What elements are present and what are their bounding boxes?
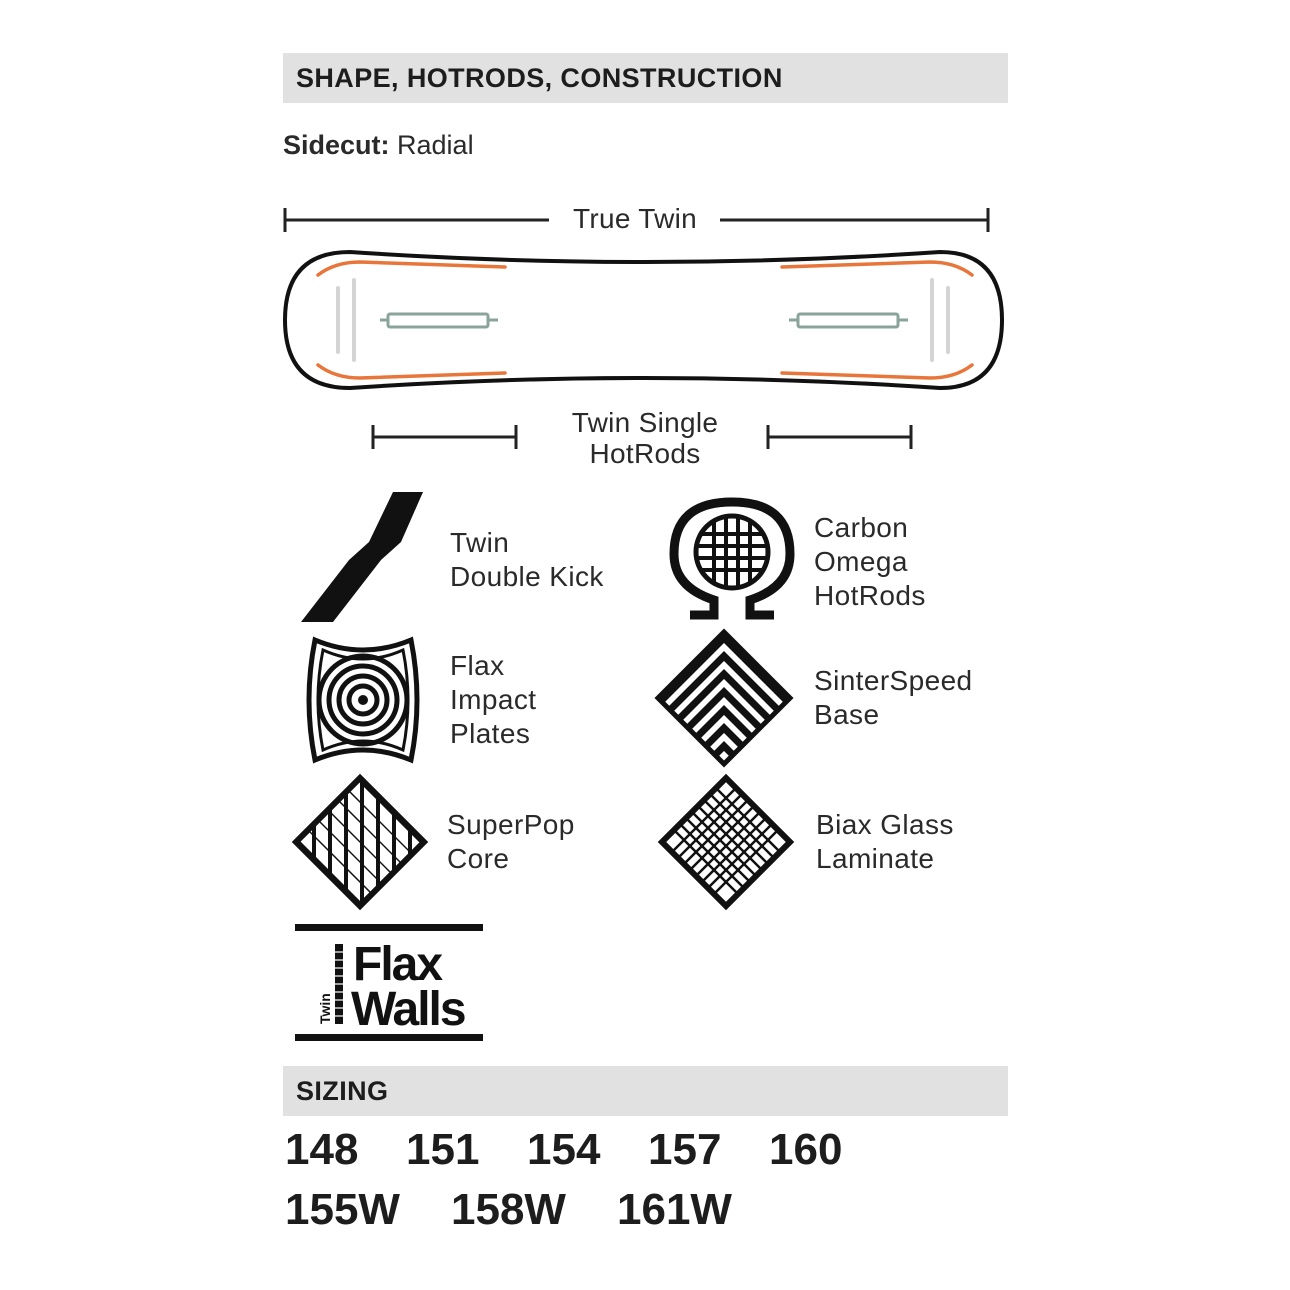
flax-walls-line1: Flax xyxy=(353,938,442,991)
feature-label: Flax Impact Plates xyxy=(450,650,537,749)
size-value: 151 xyxy=(406,1125,480,1174)
shape-section-title: SHAPE, HOTRODS, CONSTRUCTION xyxy=(296,62,783,93)
feature-superpop-core xyxy=(290,772,575,912)
flax-walls-logo-graphic xyxy=(293,922,488,1047)
size-value: 155W xyxy=(285,1185,400,1234)
omega-icon xyxy=(662,492,802,632)
size-value: 158W xyxy=(451,1185,566,1234)
true-twin-label: True Twin xyxy=(572,203,698,234)
chevron-diamond-icon xyxy=(654,628,794,768)
size-value: 148 xyxy=(285,1125,359,1174)
striped-diamond-icon xyxy=(290,772,430,912)
feature-label: Twin Double Kick xyxy=(450,527,604,592)
sidecut-value: Radial xyxy=(397,130,474,160)
snowboard-outline xyxy=(285,252,1002,388)
flax-walls-logo xyxy=(293,922,488,1052)
sidecut-label: Sidecut: xyxy=(283,130,390,160)
feature-impact-plates xyxy=(293,630,536,770)
sizing-section-header xyxy=(283,1066,1008,1116)
size-value: 160 xyxy=(769,1125,843,1174)
feature-double-kick xyxy=(293,490,604,630)
double-kick-icon xyxy=(293,490,433,630)
feature-sinterspeed-base xyxy=(654,628,973,768)
size-value: 161W xyxy=(617,1185,732,1234)
grid-diamond-icon xyxy=(656,772,796,912)
flax-walls-line2: Walls xyxy=(351,983,465,1036)
feature-omega-hotrods xyxy=(662,492,926,632)
feature-label: SuperPop Core xyxy=(447,809,575,874)
wide-sizes-row xyxy=(285,1185,732,1235)
feature-biax-glass xyxy=(656,772,954,912)
size-value: 157 xyxy=(648,1125,722,1174)
feature-label: Carbon Omega HotRods xyxy=(814,512,926,611)
hotrods-label-line1: Twin Single xyxy=(571,407,719,438)
sizing-section-title: SIZING xyxy=(296,1075,389,1106)
hotrods-label-line2: HotRods xyxy=(589,438,701,469)
feature-label: SinterSpeed Base xyxy=(814,665,973,730)
size-value: 154 xyxy=(527,1125,601,1174)
hotrods-label xyxy=(545,407,745,469)
regular-sizes-row xyxy=(285,1125,842,1175)
flax-walls-side-text: Twin xyxy=(317,993,333,1024)
impact-plates-icon xyxy=(293,630,433,770)
feature-label: Biax Glass Laminate xyxy=(816,809,954,874)
